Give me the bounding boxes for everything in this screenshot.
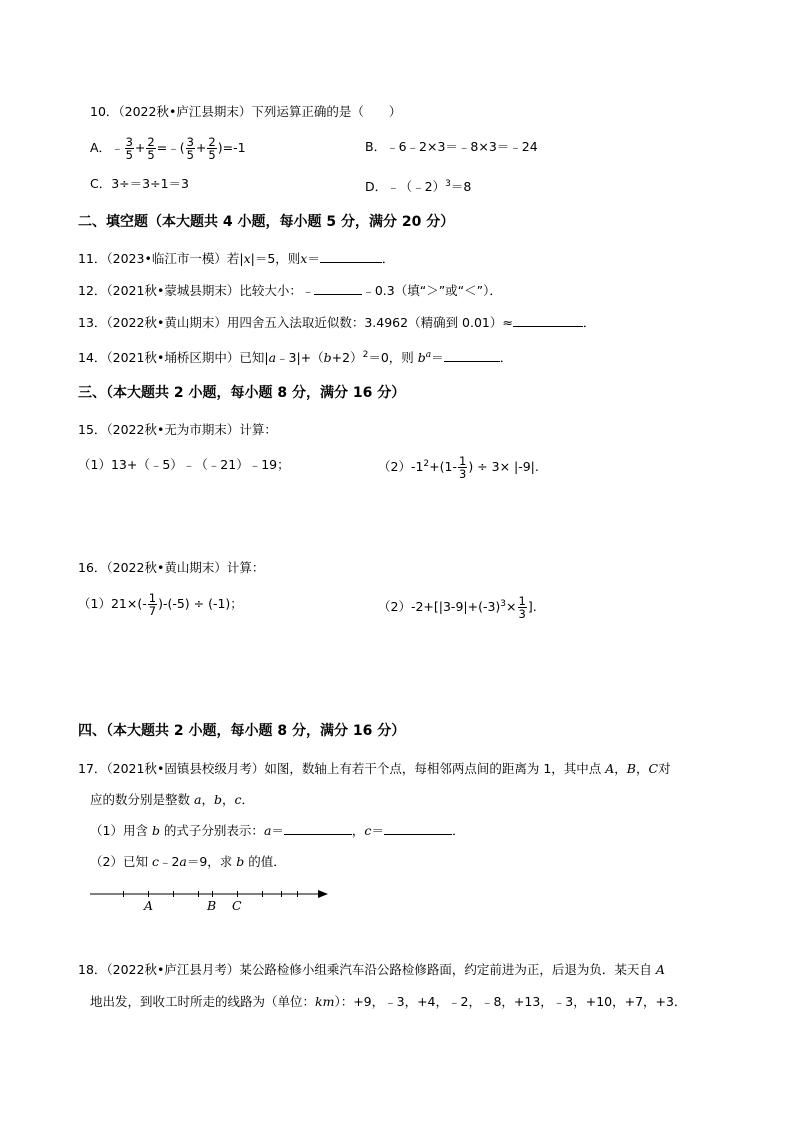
var: B <box>626 761 636 776</box>
text: 的式子分别表示： <box>159 823 264 838</box>
answer-blank-a[interactable] <box>284 822 352 835</box>
tick <box>281 891 282 897</box>
text: -2+[|3-9|+(-3) <box>410 599 501 615</box>
var: b <box>236 854 245 869</box>
numerator: 1 <box>458 454 467 469</box>
section-3-heading: 三、（本大题共 2 小题，每小题 8 分，满分 16 分） <box>78 385 406 401</box>
unit: km <box>315 994 335 1009</box>
fraction <box>518 595 527 620</box>
text: +(1- <box>429 459 457 475</box>
math-text: + <box>134 140 146 155</box>
answer-blank[interactable] <box>444 349 500 362</box>
numerator: 3 <box>125 135 133 149</box>
math-text: ﹣ <box>111 140 124 155</box>
q15-stem: 15．（2022秋•无为市期末）计算： <box>78 422 277 437</box>
denominator: 5 <box>208 148 216 162</box>
q18-line1 <box>78 961 665 979</box>
var: a <box>268 350 277 366</box>
q10-option-c[interactable]: C．3÷＝3÷1＝3 <box>90 176 189 191</box>
text: （2） <box>378 599 411 615</box>
q16-stem: 16．（2022秋•黄山期末）计算： <box>78 560 265 575</box>
math-text: =﹣( <box>156 140 185 155</box>
text: -1 <box>410 459 424 475</box>
q16-part2 <box>378 592 537 620</box>
var: b <box>417 350 426 366</box>
q10-stem: 10．（2022秋•庐江县期末）下列运算正确的是（ ） <box>90 104 402 119</box>
numerator: 2 <box>208 135 216 149</box>
text: ， <box>201 792 214 807</box>
text: 应的数分别是整数 <box>90 792 194 807</box>
var: c <box>151 854 159 869</box>
text: ]. <box>527 599 537 615</box>
text: |＝5，则 <box>250 251 301 266</box>
text: 17．（2021秋•固镇县校级月考）如图，数轴上有若干个点，每相邻两点间的距离为 1，其中点 <box>78 761 606 776</box>
var: c <box>364 823 372 838</box>
fraction <box>207 136 216 161</box>
text: （1）用含 <box>90 823 152 838</box>
q10-option-d[interactable] <box>365 175 471 196</box>
var: x <box>300 251 308 266</box>
fraction <box>146 136 155 161</box>
q17-line1 <box>78 760 671 778</box>
fraction <box>148 592 157 617</box>
text: ＝9，求 <box>186 854 237 869</box>
numerator: 2 <box>147 135 155 149</box>
var: a <box>193 792 202 807</box>
text: ＝0，则 <box>368 350 418 366</box>
text: 的值． <box>244 854 286 869</box>
denominator: 5 <box>125 148 133 162</box>
text: +2） <box>331 350 363 366</box>
var: c <box>234 792 242 807</box>
section-4-heading: 四、（本大题共 2 小题，每小题 8 分，满分 16 分） <box>78 723 406 739</box>
axis-label-c: C <box>232 898 242 913</box>
tick <box>198 891 199 897</box>
var: A <box>655 962 665 977</box>
q17-sub2 <box>90 853 286 871</box>
answer-blank-c[interactable] <box>384 822 452 835</box>
text: ＝ <box>431 350 444 366</box>
q14 <box>78 346 512 367</box>
var: a <box>179 854 187 869</box>
var: a <box>263 823 272 838</box>
q15-part2 <box>378 452 539 480</box>
text: ． <box>582 315 596 330</box>
text: ﹣0.3（填“＞”或“＜”）． <box>362 283 502 298</box>
denominator: 5 <box>186 148 194 162</box>
text: ， <box>351 823 365 838</box>
q18-line2 <box>90 993 686 1011</box>
axis-label-b: B <box>207 898 217 913</box>
answer-blank[interactable] <box>513 314 583 327</box>
var: C <box>648 761 659 776</box>
fraction <box>125 136 134 161</box>
text: ﹣2 <box>158 854 180 869</box>
q12 <box>78 282 502 300</box>
numerator: 1 <box>518 594 526 609</box>
math-text: ＝8 <box>450 179 472 195</box>
number-line <box>90 886 330 916</box>
text: 13．（2022秋•黄山期末）用四舍五入法取近似数：3.4962（精确到 0.01）≈ <box>78 315 513 330</box>
q13 <box>78 314 595 332</box>
text: ， <box>221 792 235 807</box>
section-2-heading: 二、填空题（本大题共 4 小题，每小题 5 分，满分 20 分） <box>78 214 455 230</box>
text: 12．（2021秋•蒙城县期末）比较大小：﹣ <box>78 283 315 298</box>
denominator: 3 <box>518 607 526 622</box>
q17-sub1 <box>90 822 464 840</box>
text: ， <box>635 761 649 776</box>
exponent: a <box>425 350 432 360</box>
math-text: D．﹣（﹣2） <box>365 179 446 195</box>
text: 11．（2023•临江市一模）若| <box>78 251 244 266</box>
text: )-(-5) ÷ (-1)； <box>158 596 243 611</box>
text: ． <box>241 792 255 807</box>
text: ﹣3|+（ <box>276 350 324 366</box>
fraction <box>458 455 467 480</box>
q10-option-b[interactable]: B．﹣6﹣2×3＝﹣8×3＝﹣24 <box>365 139 538 154</box>
text: 对 <box>658 761 671 776</box>
math-text: + <box>195 140 207 155</box>
var: b <box>323 350 332 366</box>
var: b <box>151 823 160 838</box>
var: b <box>213 792 222 807</box>
denominator: 7 <box>148 604 157 618</box>
text: 18．（2022秋•庐江县月考）某公路检修小组乘汽车沿公路检修路面，约定前进为正，后退为负．某天自 <box>78 962 656 977</box>
tick <box>148 891 149 897</box>
option-label: A． <box>90 140 112 155</box>
exponent: 2 <box>362 350 369 360</box>
exponent: 2 <box>423 459 430 469</box>
q10-option-a[interactable] <box>90 136 246 161</box>
q17-line2 <box>90 791 254 809</box>
text: （1） <box>78 596 111 611</box>
text: 地出发，到收工时所走的线路为（单位： <box>90 994 316 1009</box>
text: × <box>506 599 517 615</box>
math-text: )=-1 <box>217 140 246 155</box>
denominator: 3 <box>458 467 467 482</box>
tick <box>297 891 298 897</box>
text: ）：+9，﹣3，+4，﹣2，﹣8，+13，﹣3，+10，+7，+3． <box>334 994 687 1009</box>
text: ) ÷ 3× |-9|. <box>468 459 539 475</box>
q15-part1: （1）13+（﹣5）﹣（﹣21）﹣19； <box>78 457 290 472</box>
text: ． <box>499 350 513 366</box>
numerator: 1 <box>148 591 157 605</box>
tick <box>173 891 174 897</box>
tick <box>262 891 263 897</box>
var: x <box>243 251 251 266</box>
text: ． <box>381 251 395 266</box>
q16-part1 <box>78 592 243 617</box>
tick <box>123 891 124 897</box>
exponent: 3 <box>445 179 451 189</box>
tick <box>237 891 238 897</box>
answer-blank[interactable] <box>320 250 382 263</box>
text: ＝ <box>371 823 384 838</box>
text: 14．（2021秋•埇桥区期中）已知| <box>78 350 269 366</box>
fraction <box>186 136 195 161</box>
text: （2） <box>378 459 411 475</box>
denominator: 5 <box>147 148 155 162</box>
text: ＝ <box>307 251 320 266</box>
answer-blank[interactable] <box>314 282 362 295</box>
text: （2）已知 <box>90 854 152 869</box>
q11 <box>78 250 394 268</box>
numerator: 3 <box>186 135 194 149</box>
text: ＝ <box>271 823 284 838</box>
text: ， <box>614 761 627 776</box>
axis-label-a: A <box>144 898 154 913</box>
exponent: 3 <box>500 599 507 609</box>
tick <box>212 891 213 897</box>
text: ． <box>451 823 465 838</box>
var: A <box>605 761 615 776</box>
text: 21×(- <box>110 596 147 611</box>
